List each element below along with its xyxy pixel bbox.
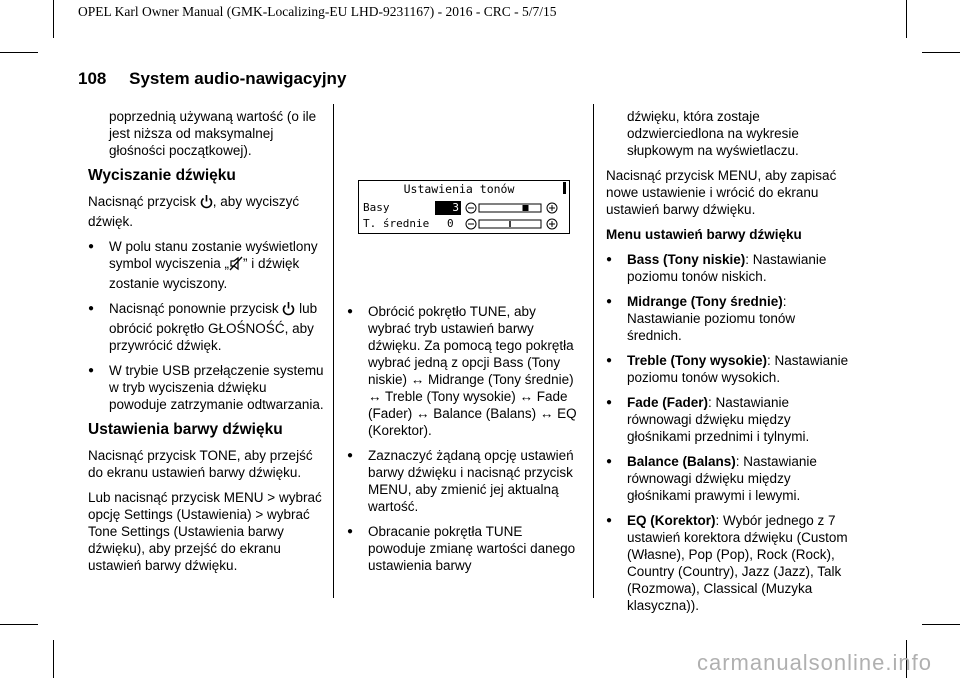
term: Midrange (Tony średnie) <box>627 294 783 309</box>
level-bars <box>465 201 561 233</box>
paragraph: Lub nacisnąć przycisk MENU > wybrać opcję Settings (Ustawienia) > wybrać Tone Settings (Ustawienia barwy dźwięku), aby przejść do ekranu ustawień barwy dźwięku. <box>88 490 322 573</box>
list-item-text: Zaznaczyć żądaną opcję ustawień barwy dźwięku i nacisnąć przycisk MENU, aby zmienić jej aktualną wartość. <box>368 448 574 514</box>
text: ” i dźwięk zostanie wyciszony. <box>109 256 300 291</box>
list-item <box>347 303 579 439</box>
paragraph: Nacisnąć przycisk TONE, aby przejść do ekranu ustawień barwy dźwięku. <box>88 448 313 480</box>
list-item-text <box>109 238 328 292</box>
paragraph: Nacisnąć przycisk MENU, aby zapisać nowe ustawienie i wrócić do ekranu ustawień barwy dźwięku. <box>606 168 837 217</box>
description: : Nastawianie równowagi dźwięku między głośnikami prawymi i lewymi. <box>627 454 817 503</box>
paragraph-mute <box>88 193 328 230</box>
mute-icon <box>229 256 243 275</box>
column-divider <box>333 104 334 598</box>
section-title: System audio-nawigacyjny <box>129 69 347 88</box>
display-title: Ustawienia tonów <box>403 182 515 196</box>
tone-menu-list <box>606 251 852 614</box>
bullet: ● <box>606 296 613 307</box>
bullet: ● <box>606 397 613 408</box>
crop-mark <box>0 52 38 53</box>
crop-mark <box>53 0 54 38</box>
term: Fade (Fader) <box>627 395 709 410</box>
crop-mark <box>922 52 960 53</box>
list-item <box>88 362 328 413</box>
crop-mark <box>922 624 960 625</box>
column-left <box>88 108 328 582</box>
list-item <box>606 251 852 285</box>
list-item <box>606 512 852 614</box>
bullet: ● <box>88 241 95 252</box>
description: : Nastawianie równowagi dźwięku między głośnikami przednimi i tylnymi. <box>627 395 810 444</box>
plus-circle-icon <box>547 219 557 229</box>
bullet: ● <box>606 456 613 467</box>
text: W polu stanu zostanie wyświetlony symbol wyciszenia „ <box>109 239 318 271</box>
list-item <box>88 300 328 354</box>
bullet: ● <box>88 365 95 376</box>
minus-circle-icon <box>466 203 476 213</box>
list-item-text <box>627 352 852 386</box>
list-item-text: Obracanie pokrętła TUNE powoduje zmianę wartości danego ustawienia barwy <box>368 524 576 573</box>
paragraph: poprzednią używaną wartość (o ile jest niższa od maksymalnej głośności początkowej). <box>109 109 317 158</box>
crop-mark <box>53 640 54 678</box>
bullet: ● <box>347 526 354 537</box>
column-middle <box>347 303 579 582</box>
bullet: ● <box>88 303 95 314</box>
list-item-text: W trybie USB przełączenie systemu w tryb wyciszenia dźwięku powoduje zatrzymanie odtwarzania. <box>109 363 324 412</box>
heading-mute: Wyciszanie dźwięku <box>88 167 236 184</box>
description: : Nastawianie poziomu tonów niskich. <box>627 252 827 284</box>
bullet: ● <box>606 355 613 366</box>
list-item-text <box>109 300 328 354</box>
text: Nacisnąć ponownie przycisk <box>109 301 279 316</box>
list-item <box>347 447 579 515</box>
bullet: ● <box>606 515 613 526</box>
subheading-tone-menu: Menu ustawień barwy dźwięku <box>606 227 802 242</box>
bullet: ● <box>347 306 354 317</box>
description: : Nastawianie poziomu tonów wysokich. <box>627 353 849 385</box>
level-bar-marker <box>509 221 511 227</box>
bullet: ● <box>347 450 354 461</box>
list-item <box>88 238 328 292</box>
display-row-label: T. średnie <box>363 217 430 230</box>
list-item-text <box>627 512 852 614</box>
list-item-text: Obrócić pokrętło TUNE, aby wybrać tryb ustawień barwy dźwięku. Za pomocą tego pokrętła wybrać jedną z opcji Bass (Tony niskie) ↔ Midrange (Tony średnie) ↔ Treble (Tony wysokie) ↔ Fade (Fader) ↔ Balance (Balans) ↔ EQ (Korektor). <box>368 304 577 438</box>
plus-circle-icon <box>547 203 557 213</box>
page-number: 108 <box>78 69 107 88</box>
column-right <box>606 108 852 622</box>
scroll-indicator <box>563 182 566 194</box>
text: lub obrócić pokrętło GŁOŚNOŚĆ, aby przywrócić dźwięk. <box>109 301 318 353</box>
level-bar-marker <box>523 205 529 211</box>
column-divider <box>593 104 594 598</box>
power-icon <box>282 301 295 320</box>
list-item-text <box>627 293 852 344</box>
document-meta: OPEL Karl Owner Manual (GMK-Localizing-EU LHD-9231167) - 2016 - CRC - 5/7/15 <box>78 4 557 19</box>
tone-settings-display <box>358 180 570 234</box>
term: Balance (Balans) <box>627 454 736 469</box>
watermark: carmanualsonline.info <box>696 650 932 675</box>
list-item-text <box>627 453 852 504</box>
list-item-text <box>627 394 852 445</box>
list-item <box>606 293 852 344</box>
list-item <box>606 453 852 504</box>
page-heading <box>78 69 346 89</box>
paragraph: dźwięku, która zostaje odzwierciedlona na wykresie słupkowym na wyświetlaczu. <box>627 109 799 158</box>
description: : Wybór jednego z 7 ustawień korektora dźwięku (Custom (Własne), Pop (Pop), Rock (Rock), Country (Country), Jazz (Jazz), Talk (Rozmowa), Classical (Muzyka klasyczna)). <box>627 513 848 613</box>
power-icon <box>200 194 213 213</box>
list-item-text <box>627 251 852 285</box>
term: Treble (Tony wysokie) <box>627 353 768 368</box>
text: Nacisnąć przycisk <box>88 194 197 209</box>
list-item <box>606 394 852 445</box>
description: : Nastawianie poziomu tonów średnich. <box>627 294 796 343</box>
text: , aby wyciszyć dźwięk. <box>88 194 300 229</box>
list-item <box>606 352 852 386</box>
minus-circle-icon <box>466 219 476 229</box>
heading-tone: Ustawienia barwy dźwięku <box>88 421 283 438</box>
list-item <box>347 523 579 574</box>
term: EQ (Korektor) <box>627 513 716 528</box>
term: Bass (Tony niskie) <box>627 252 746 267</box>
bullet: ● <box>606 254 613 265</box>
crop-mark <box>0 624 38 625</box>
display-row-value: 0 <box>447 217 454 230</box>
display-row-label: Basy <box>363 201 390 214</box>
display-row-value-selected: 3 <box>435 201 461 215</box>
level-bar-track <box>479 204 541 212</box>
crop-mark <box>906 0 907 38</box>
